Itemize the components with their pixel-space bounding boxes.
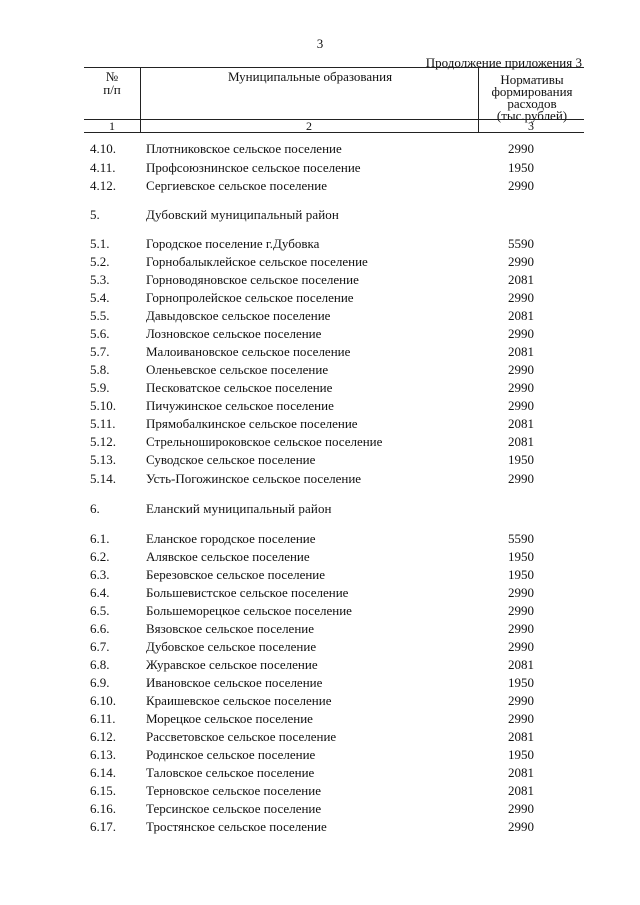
row-number: 5.7. bbox=[90, 344, 110, 359]
table-row bbox=[0, 657, 640, 673]
table-row bbox=[0, 308, 640, 324]
table-row bbox=[0, 729, 640, 745]
settlement-name: Пичужинское сельское поселение bbox=[146, 398, 334, 413]
settlement-name: Усть-Погожинское сельское поселение bbox=[146, 471, 362, 486]
settlement-name: Лозновское сельское поселение bbox=[146, 326, 322, 341]
expense-norm-value: 2990 bbox=[508, 362, 534, 377]
row-number: 6.1. bbox=[90, 531, 110, 546]
expense-norm-value: 1950 bbox=[508, 567, 534, 582]
table-row bbox=[0, 675, 640, 691]
row-number: 6.8. bbox=[90, 657, 110, 672]
settlement-name: Оленьевское сельское поселение bbox=[146, 362, 329, 377]
row-number: 5.12. bbox=[90, 434, 116, 449]
row-number: 6.2. bbox=[90, 549, 110, 564]
expense-norm-value: 2081 bbox=[508, 657, 534, 672]
expense-norm-value: 1950 bbox=[508, 549, 534, 564]
row-number: 6.10. bbox=[90, 693, 116, 708]
table-row bbox=[0, 416, 640, 432]
expense-norm-value: 2990 bbox=[508, 178, 534, 193]
table-row bbox=[0, 639, 640, 655]
row-number: 5.14. bbox=[90, 471, 116, 486]
settlement-name: Плотниковское сельское поселение bbox=[146, 141, 342, 156]
settlement-name: Дубовское сельское поселение bbox=[146, 639, 317, 654]
expense-norm-value: 2990 bbox=[508, 585, 534, 600]
expense-norm-value: 2990 bbox=[508, 398, 534, 413]
table-row bbox=[0, 747, 640, 763]
expense-norm-value: 2081 bbox=[508, 416, 534, 431]
table-row bbox=[0, 326, 640, 342]
table-row bbox=[0, 471, 640, 487]
expense-norm-value: 2990 bbox=[508, 326, 534, 341]
row-number: 6.15. bbox=[90, 783, 116, 798]
header-col-index-2: 2 bbox=[306, 119, 312, 133]
table-row bbox=[0, 290, 640, 306]
settlement-name: Сергиевское сельское поселение bbox=[146, 178, 327, 193]
table-row bbox=[0, 549, 640, 565]
row-number: 6.11. bbox=[90, 711, 116, 726]
table-row bbox=[0, 434, 640, 450]
expense-norm-value: 2990 bbox=[508, 819, 534, 834]
row-number: 4.12. bbox=[90, 178, 116, 193]
settlement-name: Горноводяновское сельское поселение bbox=[146, 272, 359, 287]
settlement-name: Песковатское сельское поселение bbox=[146, 380, 333, 395]
expense-norm-value: 2081 bbox=[508, 765, 534, 780]
table-row bbox=[0, 452, 640, 468]
row-number: 6.3. bbox=[90, 567, 110, 582]
settlement-name: Березовское сельское поселение bbox=[146, 567, 326, 582]
row-number: 6. bbox=[90, 501, 100, 516]
settlement-name: Ивановское сельское поселение bbox=[146, 675, 323, 690]
expense-norm-value: 2081 bbox=[508, 272, 534, 287]
table-row bbox=[0, 603, 640, 619]
table-row bbox=[0, 765, 640, 781]
table-row bbox=[0, 819, 640, 835]
expense-norm-value: 2990 bbox=[508, 639, 534, 654]
expense-norm-value: 1950 bbox=[508, 452, 534, 467]
expense-norm-value: 1950 bbox=[508, 675, 534, 690]
settlement-name: Тростянское сельское поселение bbox=[146, 819, 327, 834]
table-row bbox=[0, 272, 640, 288]
row-number: 6.7. bbox=[90, 639, 110, 654]
header-col-index-3: 3 bbox=[528, 119, 534, 133]
expense-norm-value: 5590 bbox=[508, 531, 534, 546]
table-header bbox=[84, 67, 584, 133]
row-number: 5.10. bbox=[90, 398, 116, 413]
expense-norm-value: 2990 bbox=[508, 693, 534, 708]
row-number: 5.13. bbox=[90, 452, 116, 467]
table-row bbox=[0, 801, 640, 817]
district-name: Дубовский муниципальный район bbox=[146, 207, 339, 222]
header-col-municipality-label: Муниципальные образования bbox=[227, 69, 393, 84]
table-row bbox=[0, 236, 640, 252]
row-number: 6.12. bbox=[90, 729, 116, 744]
row-number: 5.8. bbox=[90, 362, 110, 377]
row-number: 5.11. bbox=[90, 416, 116, 431]
expense-norm-value: 2081 bbox=[508, 344, 534, 359]
expense-norm-value: 2990 bbox=[508, 603, 534, 618]
expense-norm-value: 1950 bbox=[508, 747, 534, 762]
table-row bbox=[0, 531, 640, 547]
table-row bbox=[0, 178, 640, 194]
settlement-name: Терновское сельское поселение bbox=[146, 783, 321, 798]
expense-norm-value: 2990 bbox=[508, 801, 534, 816]
settlement-name: Горнопролейское сельское поселение bbox=[146, 290, 354, 305]
settlement-name: Профсоюзнинское сельское поселение bbox=[146, 160, 361, 175]
expense-norm-value: 2990 bbox=[508, 290, 534, 305]
expense-norm-value: 1950 bbox=[508, 160, 534, 175]
table-row bbox=[0, 693, 640, 709]
header-col-number-label: № п/п bbox=[103, 69, 121, 97]
settlement-name: Родинское сельское поселение bbox=[146, 747, 316, 762]
settlement-name: Давыдовское сельское поселение bbox=[146, 308, 331, 323]
settlement-name: Алявское сельское поселение bbox=[146, 549, 310, 564]
settlement-name: Большевистское сельское поселение bbox=[146, 585, 349, 600]
table-row bbox=[0, 585, 640, 601]
settlement-name: Краишевское сельское поселение bbox=[146, 693, 332, 708]
settlement-name: Терсинское сельское поселение bbox=[146, 801, 322, 816]
table-row bbox=[0, 567, 640, 583]
table-row bbox=[0, 380, 640, 396]
header-col-norms-label: Нормативы формирования расходов (тыс.рублей) bbox=[491, 72, 573, 123]
section-row bbox=[0, 207, 640, 223]
appendix-continuation-note: Продолжение приложения 3 bbox=[425, 55, 582, 70]
table-row bbox=[0, 141, 640, 157]
table-row bbox=[0, 160, 640, 176]
row-number: 5.5. bbox=[90, 308, 110, 323]
row-number: 5.2. bbox=[90, 254, 110, 269]
expense-norm-value: 2990 bbox=[508, 254, 534, 269]
table-row bbox=[0, 621, 640, 637]
settlement-name: Вязовское сельское поселение bbox=[146, 621, 315, 636]
table-row bbox=[0, 398, 640, 414]
row-number: 6.17. bbox=[90, 819, 116, 834]
row-number: 4.11. bbox=[90, 160, 116, 175]
row-number: 6.6. bbox=[90, 621, 110, 636]
expense-norm-value: 2081 bbox=[508, 729, 534, 744]
row-number: 5.6. bbox=[90, 326, 110, 341]
row-number: 6.16. bbox=[90, 801, 116, 816]
row-number: 6.9. bbox=[90, 675, 110, 690]
settlement-name: Журавское сельское поселение bbox=[146, 657, 318, 672]
row-number: 5.4. bbox=[90, 290, 110, 305]
expense-norm-value: 2990 bbox=[508, 471, 534, 486]
expense-norm-value: 2990 bbox=[508, 141, 534, 156]
settlement-name: Городское поселение г.Дубовка bbox=[146, 236, 320, 251]
expense-norm-value: 2990 bbox=[508, 621, 534, 636]
table-row bbox=[0, 362, 640, 378]
settlement-name: Горнобалыклейское сельское поселение bbox=[146, 254, 368, 269]
section-row bbox=[0, 501, 640, 517]
settlement-name: Большеморецкое сельское поселение bbox=[146, 603, 352, 618]
settlement-name: Суводское сельское поселение bbox=[146, 452, 316, 467]
settlement-name: Рассветовское сельское поселение bbox=[146, 729, 337, 744]
row-number: 6.5. bbox=[90, 603, 110, 618]
table-row bbox=[0, 783, 640, 799]
row-number: 5.3. bbox=[90, 272, 110, 287]
row-number: 5.9. bbox=[90, 380, 110, 395]
page-number: 3 bbox=[316, 36, 324, 51]
settlement-name: Таловское сельское поселение bbox=[146, 765, 315, 780]
expense-norm-value: 2081 bbox=[508, 308, 534, 323]
table-row bbox=[0, 254, 640, 270]
expense-norm-value: 2990 bbox=[508, 711, 534, 726]
row-number: 6.14. bbox=[90, 765, 116, 780]
expense-norm-value: 2081 bbox=[508, 434, 534, 449]
settlement-name: Малоивановское сельское поселение bbox=[146, 344, 351, 359]
row-number: 5. bbox=[90, 207, 100, 222]
row-number: 6.4. bbox=[90, 585, 110, 600]
row-number: 5.1. bbox=[90, 236, 110, 251]
settlement-name: Морецкое сельское поселение bbox=[146, 711, 313, 726]
table-row bbox=[0, 711, 640, 727]
expense-norm-value: 2990 bbox=[508, 380, 534, 395]
district-name: Еланский муниципальный район bbox=[146, 501, 332, 516]
table-row bbox=[0, 344, 640, 360]
row-number: 4.10. bbox=[90, 141, 116, 156]
expense-norm-value: 2081 bbox=[508, 783, 534, 798]
settlement-name: Стрельношироковское сельское поселение bbox=[146, 434, 383, 449]
row-number: 6.13. bbox=[90, 747, 116, 762]
settlement-name: Прямобалкинское сельское поселение bbox=[146, 416, 358, 431]
header-col-index-1: 1 bbox=[109, 119, 115, 133]
settlement-name: Еланское городское поселение bbox=[146, 531, 316, 546]
header-column-numbers bbox=[84, 119, 584, 133]
expense-norm-value: 5590 bbox=[508, 236, 534, 251]
